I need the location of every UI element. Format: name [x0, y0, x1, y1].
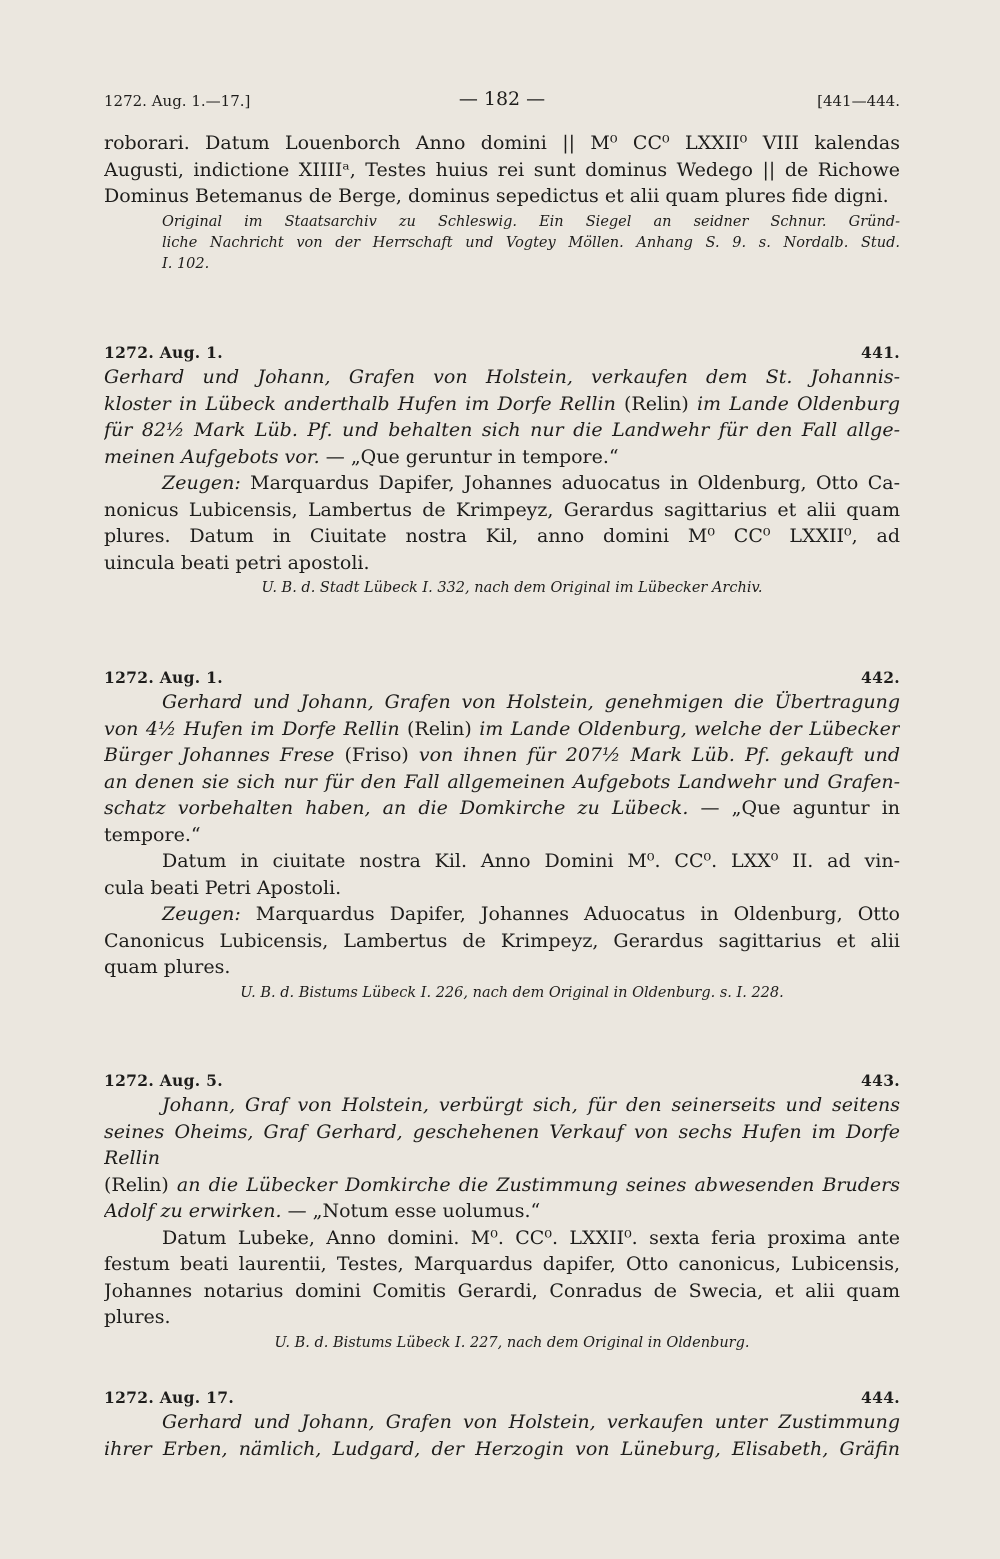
- italic-text: Zeugen:: [162, 903, 241, 925]
- text-line: [104, 1172, 900, 1199]
- entry-number: 444.: [861, 1388, 900, 1407]
- entry-heading: [104, 1385, 900, 1409]
- charter-entry-444: [104, 1385, 900, 1462]
- roman-text: Marquardus Dapifer, Johannes aduocatus in Oldenburg, Otto Ca-: [240, 472, 900, 494]
- roman-text: (Friso): [344, 744, 409, 766]
- roman-text: nonicus Lubicensis, Lambertus de Krimpeyz, Gerardus sagittarius et alii quam: [104, 498, 900, 521]
- entry-heading: [104, 340, 900, 364]
- italic-text: von ihnen für 207½ Mark Lüb. Pf. gekauft und: [408, 744, 900, 766]
- text-line: [104, 1409, 900, 1436]
- entry-date: 1272. Aug. 17.: [104, 1388, 235, 1407]
- running-head-left: 1272. Aug. 1.—17.]: [104, 92, 251, 110]
- italic-text: von 4½ Hufen im Dorfe Rellin: [104, 717, 407, 740]
- italic-text: meinen Aufgebots vor.: [104, 445, 320, 468]
- text-line: [104, 550, 900, 577]
- italic-text: für 82½ Mark Lüb. Pf. und behalten sich nur die Landwehr für den Fall allge-: [104, 419, 900, 441]
- italic-text: ihrer Erben, nämlich, Ludgard, der Herzogin von Lüneburg, Elisabeth, Gräfin: [104, 1437, 900, 1460]
- roman-text: quam plures.: [104, 956, 231, 978]
- italic-text: im Lande Oldenburg: [688, 392, 900, 415]
- italic-text: Zeugen:: [162, 472, 241, 494]
- text-line: [104, 1304, 900, 1331]
- roman-text: plures.: [104, 1306, 171, 1328]
- text-line: [104, 822, 900, 849]
- italic-text: kloster in Lübeck anderthalb Hufen im Dorfe Rellin: [104, 392, 625, 415]
- roman-text: — „Que aguntur in: [688, 797, 900, 819]
- text-line: [104, 928, 900, 955]
- intro-line: Dominus Betemanus de Berge, dominus sepedictus et alii quam plures fide digni.: [104, 185, 889, 207]
- running-head: [104, 88, 900, 114]
- roman-text: Johannes notarius domini Comitis Gerardi, Conradus de Swecia, et alii quam: [104, 1279, 900, 1302]
- italic-text: Gerhard und Johann, Grafen von Holstein, verkaufen dem St. Johannis-: [104, 366, 900, 388]
- roman-text: Canonicus Lubicensis, Lambertus de Krimpeyz, Gerardus sagittarius et alii: [104, 929, 900, 952]
- roman-text: plures. Datum in Ciuitate nostra Kil, anno domini M⁰ CC⁰ LXXII⁰, ad: [104, 525, 900, 547]
- text-line: [104, 742, 900, 769]
- entry-date: 1272. Aug. 1.: [104, 343, 223, 362]
- roman-text: — „Que geruntur in tempore.“: [319, 445, 619, 468]
- entry-date: 1272. Aug. 1.: [104, 668, 223, 687]
- italic-text: an denen sie sich nur für den Fall allgemeinen Aufgebots Landwehr und Grafen-: [104, 770, 900, 793]
- text-line: [104, 1278, 900, 1305]
- source-note: U. B. d. Stadt Lübeck I. 332, nach dem Original im Lübecker Archiv.: [261, 580, 763, 596]
- source-note: U. B. d. Bistums Lübeck I. 226, nach dem Original in Oldenburg. s. I. 228.: [240, 984, 784, 1001]
- text-line: [104, 523, 900, 550]
- text-line: [104, 364, 900, 391]
- text-line: [104, 1436, 900, 1463]
- text-line: [104, 795, 900, 822]
- text-line: [104, 689, 900, 716]
- entry-date: 1272. Aug. 5.: [104, 1071, 223, 1090]
- text-line: [104, 875, 900, 902]
- text-line: [104, 954, 900, 981]
- entry-number: 441.: [861, 343, 900, 362]
- text-line: [104, 444, 900, 471]
- italic-text: seines Oheims, Graf Gerhard, geschehenen Verkauf von sechs Hufen im Dorfe Rellin: [104, 1120, 900, 1169]
- text-line: [104, 1119, 900, 1172]
- charter-entry-443: [104, 1068, 900, 1354]
- source-line: liche Nachricht von der Herrschaft und Vogtey Möllen. Anhang S. 9. s. Nordalb. Stud.: [162, 234, 900, 251]
- text-line: [104, 1251, 900, 1278]
- roman-text: cula beati Petri Apostoli.: [104, 876, 342, 899]
- charter-entry-442: [104, 665, 900, 1004]
- italic-text: schatz vorbehalten haben, an die Domkirche zu Lübeck.: [104, 797, 689, 819]
- text-line: [104, 417, 900, 444]
- entry-heading: [104, 665, 900, 689]
- page-number: — 182 —: [458, 88, 546, 110]
- italic-text: im Lande Oldenburg, welche der Lübecker: [471, 717, 900, 740]
- roman-text: Datum in ciuitate nostra Kil. Anno Domini M⁰. CC⁰. LXX⁰ II. ad vin-: [162, 850, 900, 872]
- entry-heading: [104, 1068, 900, 1092]
- roman-text: Marquardus Dapifer, Johannes Aduocatus in Oldenburg, Otto: [240, 903, 900, 925]
- roman-text: festum beati laurentii, Testes, Marquardus dapifer, Otto canonicus, Lubicensis,: [104, 1253, 900, 1275]
- source-line: I. 102.: [162, 255, 210, 272]
- italic-text: Gerhard und Johann, Grafen von Holstein, genehmigen die Übertragung: [162, 691, 900, 713]
- text-line: [104, 848, 900, 875]
- entry-number: 442.: [861, 668, 900, 687]
- roman-text: Datum Lubeke, Anno domini. M⁰. CC⁰. LXXII⁰. sexta feria proxima ante: [162, 1226, 900, 1249]
- text-line: [104, 470, 900, 497]
- entry-number: 443.: [861, 1071, 900, 1090]
- italic-text: Johann, Graf von Holstein, verbürgt sich, für den seinerseits und seitens: [162, 1094, 900, 1116]
- intro-source-note: [104, 212, 900, 275]
- text-line: [104, 391, 900, 418]
- text-line: [104, 1225, 900, 1252]
- charter-entry-441: [104, 340, 900, 599]
- text-line: [104, 1092, 900, 1119]
- intro-line: Augusti, indictione XIIIIᵃ, Testes huius rei sunt dominus Wedego || de Richowe: [104, 158, 900, 181]
- roman-text: uincula beati petri apostoli.: [104, 551, 370, 574]
- intro-line: roborari. Datum Louenborch Anno domini || M⁰ CC⁰ LXXII⁰ VIII kalendas: [104, 132, 900, 154]
- intro-continuation: [104, 130, 900, 275]
- roman-text: (Relin): [624, 392, 689, 415]
- text-line: [104, 497, 900, 524]
- text-line: [104, 716, 900, 743]
- italic-text: Gerhard und Johann, Grafen von Holstein, verkaufen unter Zustimmung: [162, 1411, 900, 1433]
- source-line: Original im Staatsarchiv zu Schleswig. Ein Siegel an seidner Schnur. Gründ-: [162, 213, 900, 230]
- roman-text: (Relin): [407, 717, 472, 740]
- italic-text: Adolf zu erwirken.: [104, 1200, 282, 1222]
- roman-text: — „Notum esse uolumus.“: [281, 1200, 541, 1222]
- italic-text: an die Lübecker Domkirche die Zustimmung seines abwesenden Bruders: [168, 1173, 900, 1196]
- italic-text: Bürger Johannes Frese: [104, 744, 345, 766]
- roman-text: (Relin): [104, 1173, 169, 1196]
- roman-text: tempore.“: [104, 823, 201, 846]
- text-line: [104, 901, 900, 928]
- source-note: U. B. d. Bistums Lübeck I. 227, nach dem Original in Oldenburg.: [274, 1334, 750, 1351]
- text-line: [104, 769, 900, 796]
- text-line: [104, 1198, 900, 1225]
- running-head-right: [441—444.: [817, 92, 900, 110]
